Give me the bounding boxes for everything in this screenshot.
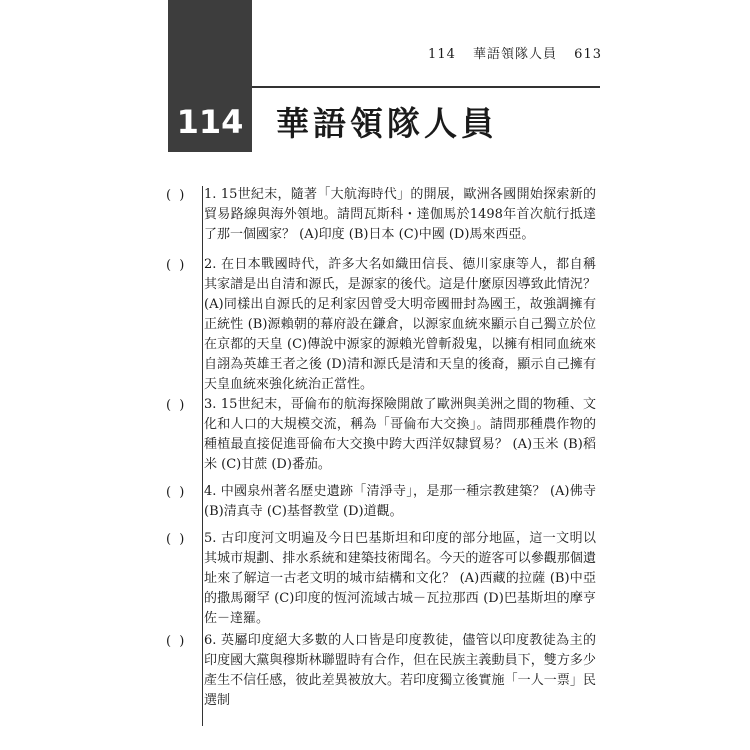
- answer-blank[interactable]: ( ): [166, 634, 187, 649]
- answer-blank[interactable]: ( ): [166, 258, 187, 273]
- answer-blank[interactable]: ( ): [166, 188, 187, 203]
- running-head-number: 114: [428, 47, 456, 62]
- header-rule: [252, 86, 600, 88]
- chapter-title: 華語領隊人員: [276, 104, 498, 143]
- answer-column-divider: [202, 186, 203, 726]
- page-number: 613: [574, 47, 602, 62]
- question-text: 3. 15世紀末，哥倫布的航海探險開啟了歐洲與美洲之間的物種、文化和人口的大規模交流，稱為「哥倫布大交換」。請問那種農作物的種植最直接促進哥倫布大交換中跨大西洋奴隸貿易？ (A)玉米 (B)稻米 (C)甘蔗 (D)番茄。: [204, 397, 596, 472]
- answer-blank[interactable]: ( ): [166, 532, 187, 547]
- answer-blank[interactable]: ( ): [166, 485, 187, 500]
- running-head: [416, 43, 602, 62]
- running-head-title: 華語領隊人員: [473, 47, 558, 62]
- chapter-number-box: [168, 92, 252, 152]
- answer-blank[interactable]: ( ): [166, 398, 187, 413]
- question-text: 1. 15世紀末，隨著「大航海時代」的開展，歐洲各國開始探索新的貿易路線與海外領地。請問瓦斯科・達伽馬於1498年首次航行抵達了那一個國家？ (A)印度 (B)日本 (C)中國 (D)馬來西亞。: [204, 187, 596, 242]
- question-text: 6. 英屬印度絕大多數的人口皆是印度教徒，儘管以印度教徒為主的印度國大黨與穆斯林聯盟時有合作，但在民族主義動員下，雙方多少產生不信任感，彼此差異被放大。若印度獨立後實施「一人一票」民選制: [204, 633, 596, 708]
- question-text: 4. 中國泉州著名歷史遺跡「清淨寺」，是那一種宗教建築？ (A)佛寺 (B)清真寺 (C)基督教堂 (D)道觀。: [204, 484, 596, 519]
- question-text: 5. 古印度河文明遍及今日巴基斯坦和印度的部分地區，這一文明以其城市規劃、排水系統和建築技術聞名。今天的遊客可以參觀那個遺址來了解這一古老文明的城市結構和文化？ (A)西藏的拉薩 (B)中亞的撒馬爾罕 (C)印度的恆河流域古城－瓦拉那西 (D)巴基斯坦的摩亨佐－達羅。: [204, 531, 596, 626]
- chapter-number: 114: [176, 103, 244, 141]
- question-text: 2. 在日本戰國時代，許多大名如織田信長、德川家康等人，都自稱其家譜是出自清和源氏，是源家的後代。這是什麼原因導致此情況？ (A)同樣出自源氏的足利家因曾受大明帝國冊封為國王，故強調擁有正統性 (B)源賴朝的幕府設在鎌倉，以源家血統來顯示自己獨立於位在京都的天皇 (C)傳說中源家的源賴光曾斬殺鬼，以擁有相同血統來自詡為英雄王者之後 (D)清和源氏是清和天皇的後裔，顯示自己擁有天皇血統來強化統治正當性。: [204, 257, 596, 392]
